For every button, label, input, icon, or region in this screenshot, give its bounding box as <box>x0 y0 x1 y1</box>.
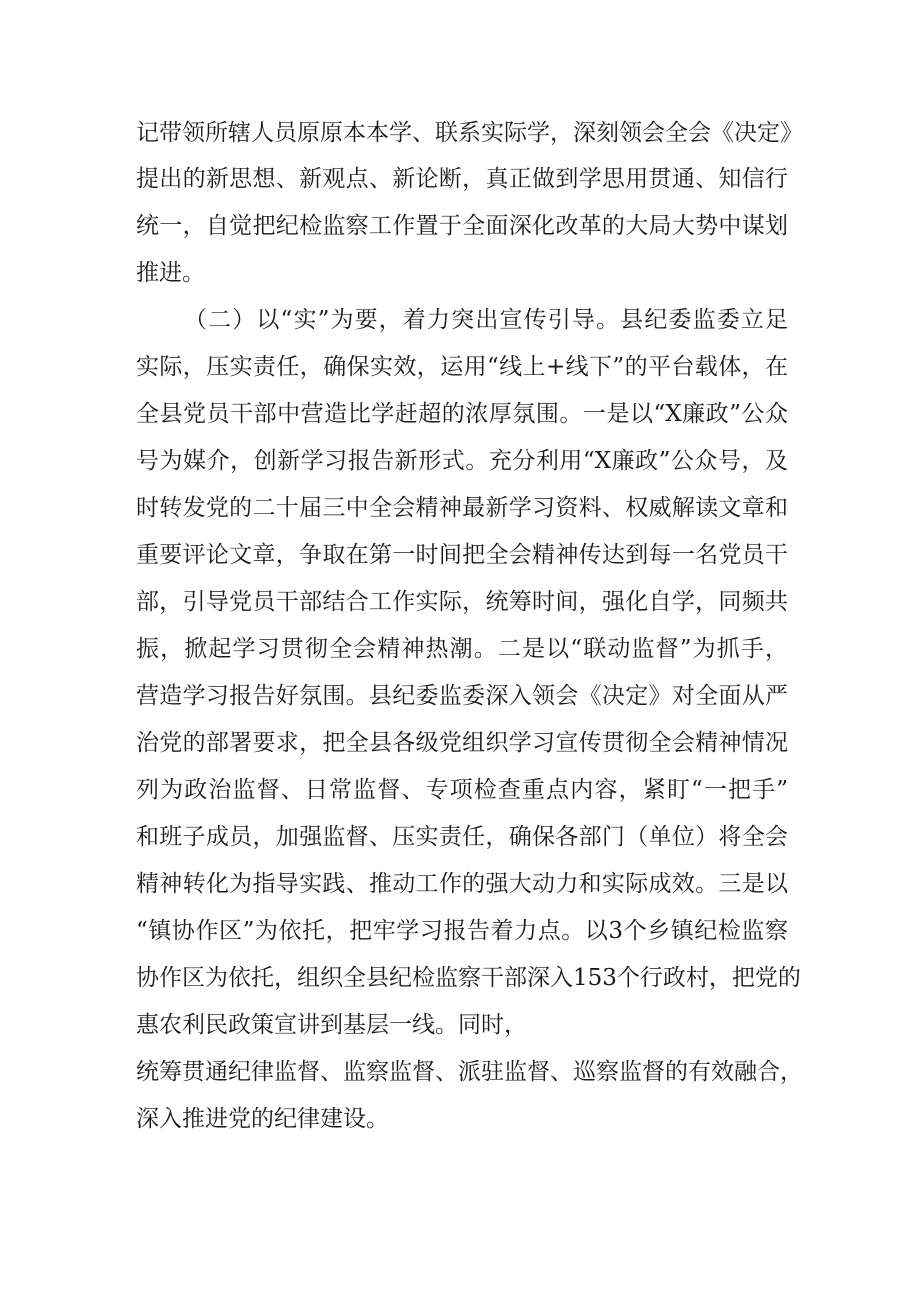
text-line: 治党的部署要求，把全县各级党组织学习宣传贯彻全会精神情况 <box>136 730 788 756</box>
text-line: 记带领所辖人员原原本本学、联系实际学，深刻领会全会《决定》 <box>136 120 803 146</box>
text-line: 统筹贯通纪律监督、监察监督、派驻监督、巡察监督的有效融合， <box>136 1059 803 1085</box>
text-line: 和班子成员，加强监督、压实责任，确保各部门（单位）将全会 <box>136 824 788 850</box>
text-line: 惠农利民政策宣讲到基层一线。同时， <box>136 1012 527 1038</box>
text-line: 统一，自觉把纪检监察工作置于全面深化改革的大局大势中谋划 <box>136 213 788 239</box>
text-line: 深入推进党的纪律建设。 <box>136 1106 389 1132</box>
text-line: 协作区为依托，组织全县纪检监察干部深入153个行政村，把党的 <box>136 965 801 991</box>
paragraph-heading-line: （二）以“实”为要，着力突出宣传引导。县纪委监委立足 <box>184 307 788 333</box>
text-line: 号为媒介，创新学习报告新形式。充分利用“X廉政”公众号，及 <box>136 448 788 474</box>
text-line: 重要评论文章，争取在第一时间把全会精神传达到每一名党员干 <box>136 542 788 568</box>
text-line: 振，掀起学习贯彻全会精神热潮。二是以“联动监督”为抓手， <box>136 636 788 662</box>
text-line: 时转发党的二十届三中全会精神最新学习资料、权威解读文章和 <box>136 495 788 521</box>
text-line: 全县党员干部中营造比学赶超的浓厚氛围。一是以“X廉政”公众 <box>136 401 788 427</box>
text-line: 营造学习报告好氛围。县纪委监委深入领会《决定》对全面从严 <box>136 683 788 709</box>
text-line: 推进。 <box>136 260 205 286</box>
text-line: 提出的新思想、新观点、新论断，真正做到学思用贯通、知信行 <box>136 166 788 192</box>
text-line: 实际，压实责任，确保实效，运用“线上+线下”的平台载体，在 <box>136 354 788 380</box>
text-line: 列为政治监督、日常监督、专项检查重点内容，紧盯“一把手” <box>136 777 788 803</box>
text-line: 精神转化为指导实践、推动工作的强大动力和实际成效。三是以 <box>136 871 788 897</box>
text-line: 部，引导党员干部结合工作实际，统筹时间，强化自学，同频共 <box>136 589 788 615</box>
text-line: “镇协作区”为依托，把牢学习报告着力点。以3个乡镇纪检监察 <box>136 918 788 944</box>
